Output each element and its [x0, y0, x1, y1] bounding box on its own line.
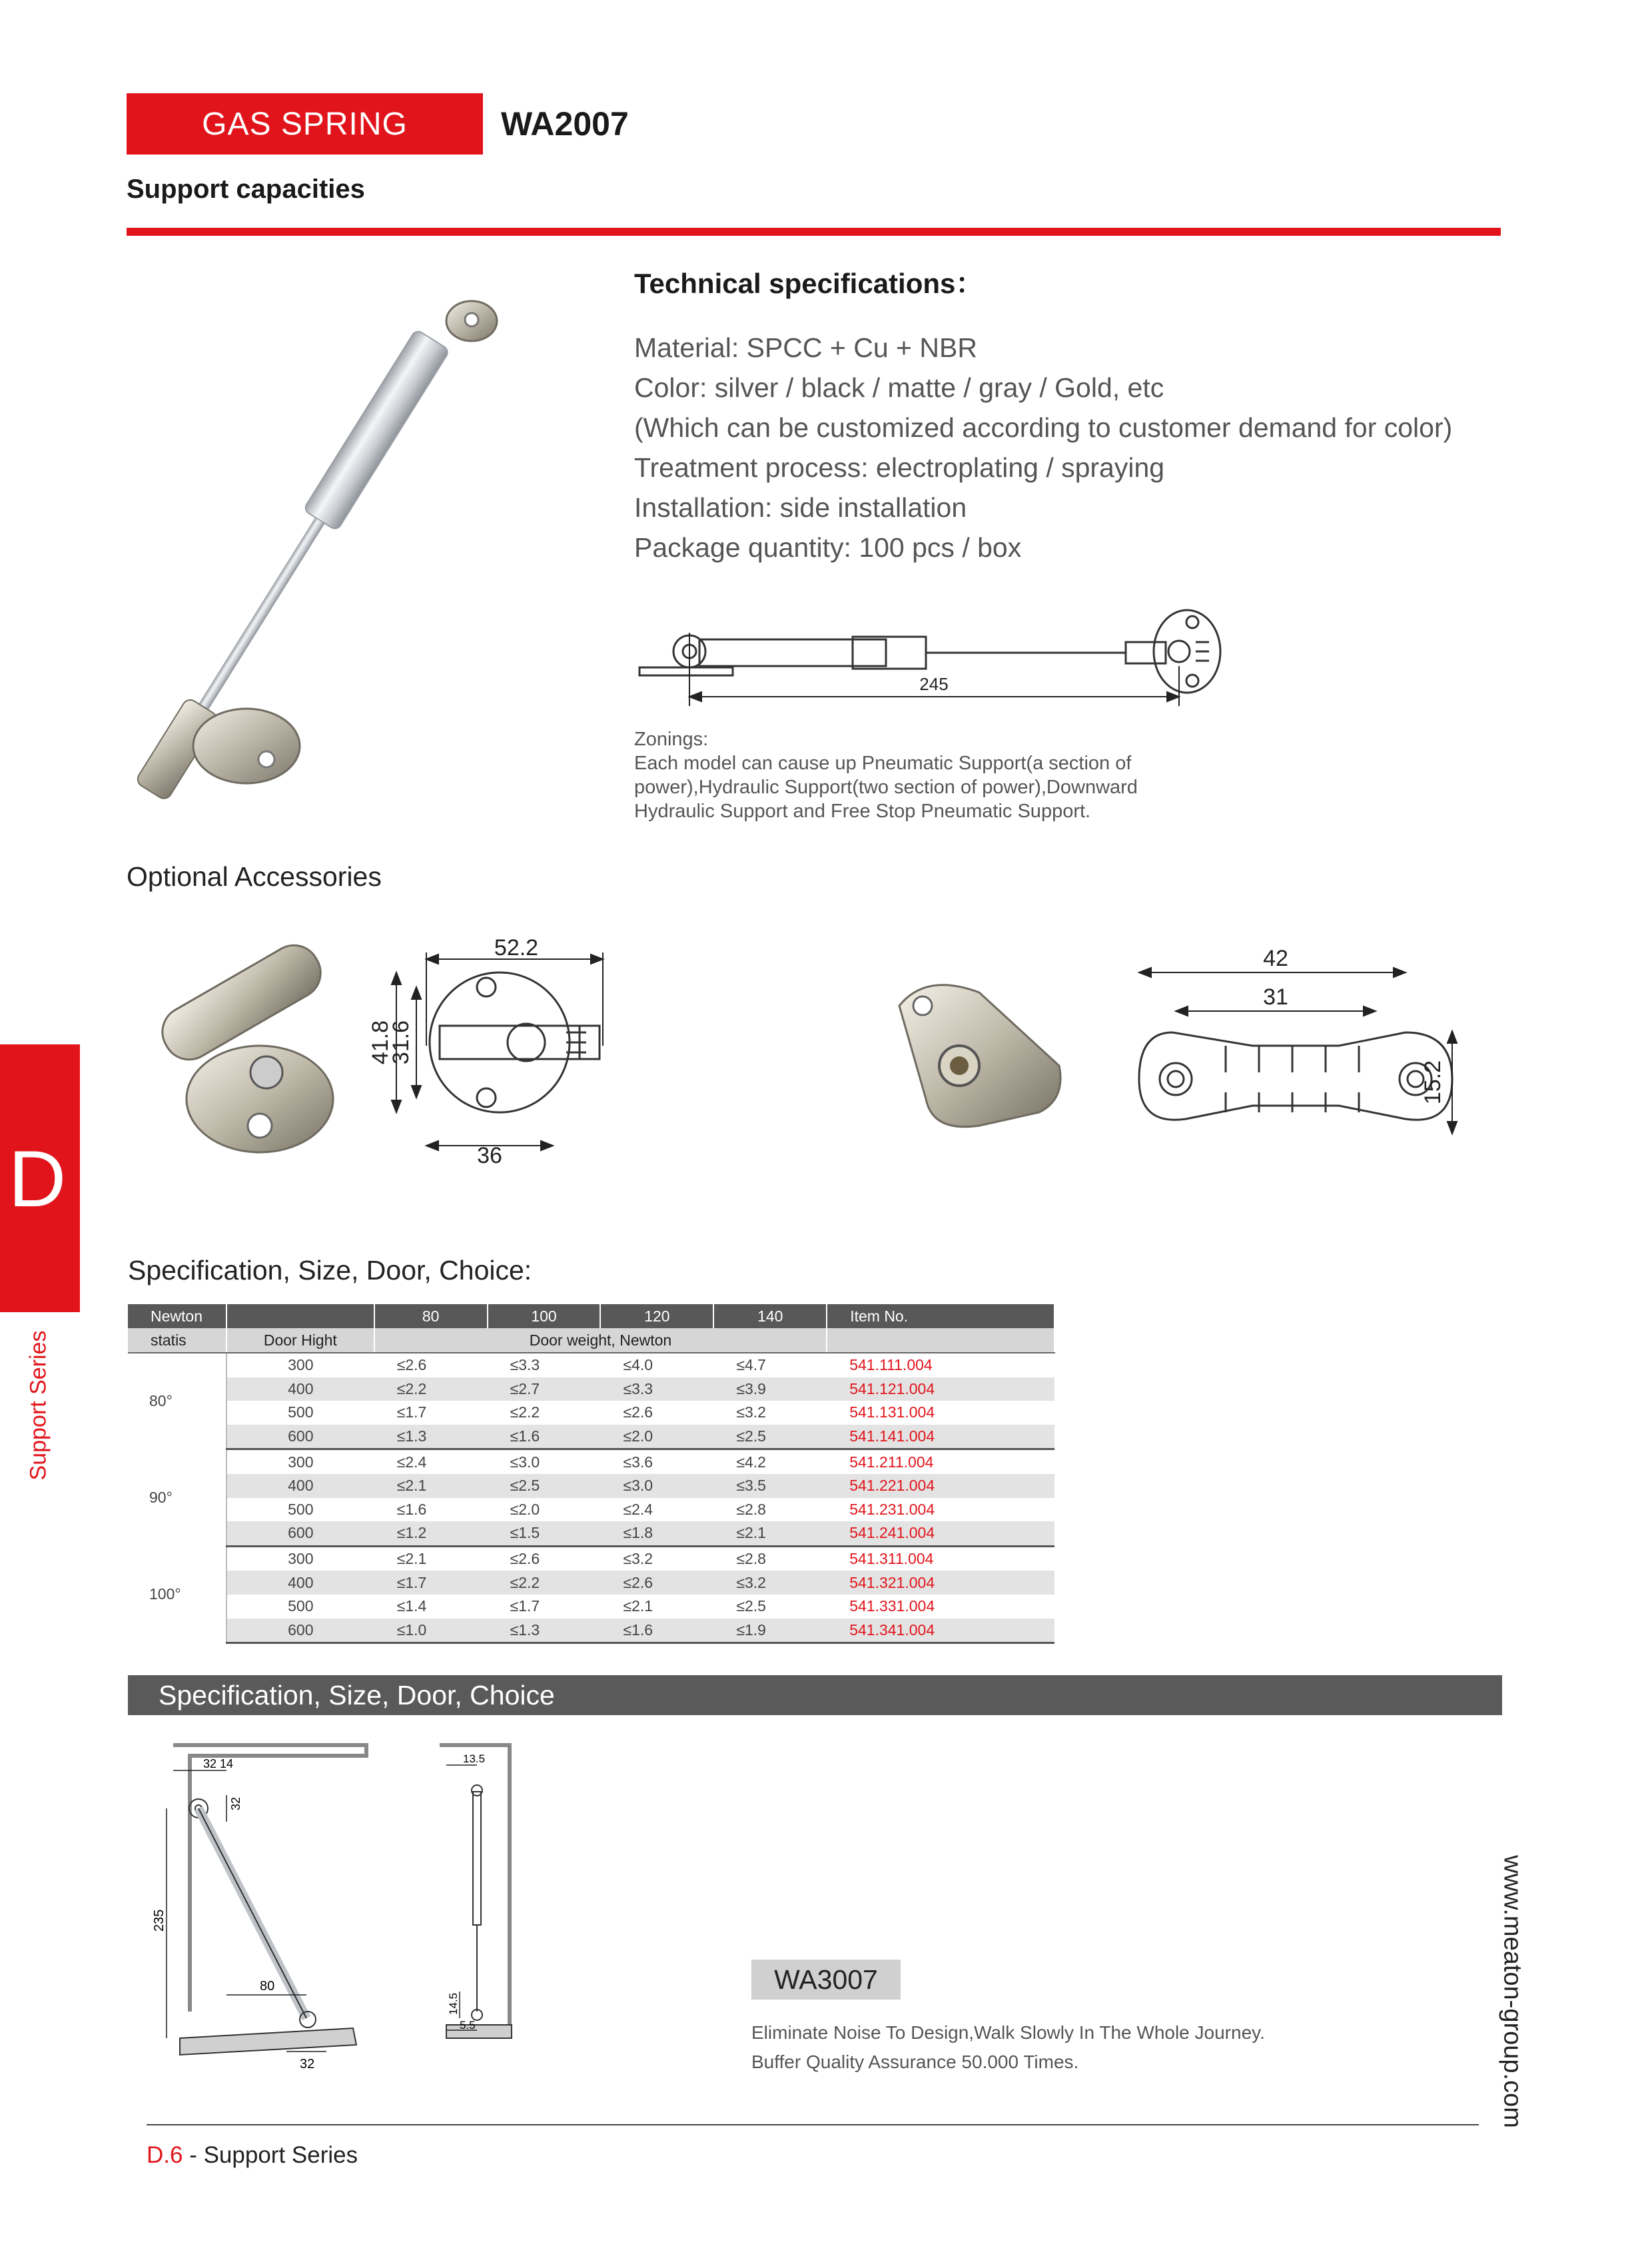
door-weight-cell: ≤4.7: [736, 1356, 766, 1374]
item-number-cell: 541.231.004: [849, 1500, 935, 1518]
category-banner: [127, 93, 483, 155]
door-weight-cell: ≤1.6: [488, 1425, 601, 1449]
table-row: [128, 1521, 1054, 1546]
angle-cell: 100°: [128, 1546, 226, 1643]
item-number-cell: 541.131.004: [849, 1403, 935, 1421]
table-row: [128, 1353, 1054, 1377]
acc1-bottom-dim: 36: [477, 1143, 502, 1168]
table-row: [128, 1474, 1054, 1498]
door-height-cell: 600: [226, 1425, 374, 1449]
spec-table-title: Specification, Size, Door, Choice:: [128, 1255, 532, 1286]
door-weight-cell: ≤2.7: [488, 1377, 601, 1401]
col-header: 100: [488, 1304, 601, 1328]
door-weight-cell: ≤3.3: [600, 1377, 713, 1401]
door-height-cell: 400: [226, 1377, 374, 1401]
door-weight-cell: ≤3.5: [713, 1474, 827, 1498]
diag1-dim-top-a: 32: [203, 1757, 217, 1770]
spec-table: [128, 1304, 1055, 1644]
door-weight-cell: ≤1.6: [396, 1500, 427, 1518]
footer-sep: -: [183, 2142, 204, 2168]
accessory-2-drawing: [1126, 946, 1479, 1146]
door-weight-cell: ≤2.0: [600, 1425, 713, 1449]
tech-spec-title-text: Technical specifications: [634, 268, 956, 299]
page-subtitle: Support capacities: [127, 175, 365, 204]
table-row: [128, 1425, 1054, 1449]
acc2-height-dim: 15.2: [1420, 1060, 1446, 1105]
spec-package: Package quantity: 100 pcs / box: [634, 532, 1022, 563]
section2-bar: Specification, Size, Door, Choice: [128, 1675, 1502, 1715]
table-row: [128, 1498, 1054, 1522]
col-header: 120: [600, 1304, 713, 1328]
door-weight-cell: ≤1.2: [374, 1521, 488, 1546]
footer-label: Support Series: [203, 2142, 358, 2168]
table-header-row: [128, 1304, 1054, 1328]
door-weight-cell: ≤1.9: [713, 1619, 827, 1643]
wa3007-line: Buffer Quality Assurance 50.000 Times.: [751, 2052, 1079, 2072]
accessory-2-image: [886, 966, 1086, 1152]
table-subheader-row: [128, 1328, 1054, 1353]
diag1-dim-horiz: 80: [260, 1979, 275, 1994]
door-height-cell: 400: [226, 1474, 374, 1498]
door-weight-cell: ≤2.1: [396, 1550, 427, 1568]
door-weight-cell: ≤3.2: [713, 1571, 827, 1595]
door-height-cell: 400: [226, 1571, 374, 1595]
col-header: Newton: [128, 1304, 226, 1328]
door-weight-cell: ≤3.2: [736, 1403, 766, 1421]
diag1-dim-top-b: 14: [220, 1757, 234, 1770]
door-height-cell: 600: [226, 1521, 374, 1546]
door-height-cell: 300: [288, 1453, 314, 1471]
spec-material: Material: SPCC + Cu + NBR: [634, 332, 977, 363]
table-row: [128, 1377, 1054, 1401]
door-weight-cell: ≤2.6: [396, 1356, 427, 1374]
table-row: [128, 1449, 1054, 1474]
col-header: 140: [713, 1304, 827, 1328]
door-weight-cell: ≤2.1: [374, 1474, 488, 1498]
table-row: [128, 1595, 1054, 1619]
spec-treatment: Treatment process: electroplating / spraying: [634, 452, 1165, 483]
col-subheader: [827, 1328, 1054, 1353]
door-weight-cell: ≤4.2: [736, 1453, 766, 1471]
item-number-cell: 541.311.004: [849, 1550, 934, 1568]
page-number: D.6: [147, 2142, 183, 2168]
door-weight-cell: ≤1.4: [396, 1597, 427, 1615]
col-header: [226, 1304, 374, 1328]
door-height-cell: 500: [288, 1500, 314, 1518]
acc2-outer-dim: 42: [1263, 946, 1288, 971]
table-row: [128, 1571, 1054, 1595]
item-number-cell: 541.211.004: [849, 1453, 934, 1471]
installation-diagram-vertical: [433, 1732, 526, 2045]
door-weight-cell: ≤3.9: [713, 1377, 827, 1401]
spec-color-note: (Which can be customized according to customer demand for color): [634, 412, 1453, 443]
table-row: [128, 1546, 1054, 1571]
category-label: GAS SPRING: [202, 106, 408, 142]
col-header: 80: [374, 1304, 488, 1328]
item-number-cell: 541.111.004: [849, 1356, 933, 1374]
door-weight-cell: ≤1.8: [600, 1521, 713, 1546]
acc1-height-dim: 41.8: [368, 1020, 393, 1065]
door-weight-cell: ≤2.1: [623, 1597, 653, 1615]
door-weight-cell: ≤4.0: [623, 1356, 653, 1374]
door-weight-cell: ≤3.6: [623, 1453, 653, 1471]
door-weight-cell: ≤2.1: [713, 1521, 827, 1546]
wa3007-line: Eliminate Noise To Design,Walk Slowly In The Whole Journey.: [751, 2022, 1265, 2043]
section-side-label: Support Series: [25, 1330, 51, 1481]
door-weight-cell: ≤1.3: [488, 1619, 601, 1643]
item-number-cell: 541.341.004: [827, 1619, 1054, 1643]
door-weight-cell: ≤2.5: [488, 1474, 601, 1498]
door-height-cell: 300: [288, 1550, 314, 1568]
door-weight-cell: ≤2.6: [600, 1571, 713, 1595]
drawing-length-dim: 245: [919, 674, 949, 694]
door-weight-cell: ≤2.4: [396, 1453, 427, 1471]
diag1-dim-side: 32: [229, 1796, 242, 1810]
door-weight-cell: ≤1.3: [374, 1425, 488, 1449]
door-weight-cell: ≤2.5: [713, 1425, 827, 1449]
diag2-dim-foot: 5.5: [460, 2019, 476, 2032]
page-footer: [147, 2142, 358, 2169]
item-number-cell: 541.331.004: [849, 1597, 935, 1615]
footer-divider: [147, 2124, 1479, 2125]
angle-cell: 80°: [128, 1353, 226, 1449]
item-number-cell: 541.241.004: [827, 1521, 1054, 1546]
item-number-cell: 541.221.004: [827, 1474, 1054, 1498]
tech-spec-title: [634, 262, 983, 302]
acc1-width-dim: 52.2: [494, 935, 539, 960]
gas-spring-technical-drawing: [633, 593, 1246, 713]
table-row: [128, 1401, 1054, 1425]
door-weight-cell: ≤1.5: [488, 1521, 601, 1546]
diag2-dim-top: 13.5: [463, 1752, 486, 1765]
zonings-line: Hydraulic Support and Free Stop Pneumatic Support.: [634, 801, 1091, 822]
item-number-cell: 541.121.004: [827, 1377, 1054, 1401]
wa3007-badge: WA3007: [751, 1960, 901, 2000]
door-height-cell: 600: [226, 1619, 374, 1643]
col-subheader: statis: [128, 1328, 226, 1353]
door-weight-cell: ≤1.7: [396, 1403, 427, 1421]
accessory-1-drawing: [368, 935, 633, 1168]
zonings-line: Each model can cause up Pneumatic Support(a section of: [634, 753, 1132, 774]
acc2-inner-dim: 31: [1263, 984, 1288, 1010]
angle-cell: 90°: [128, 1449, 226, 1546]
door-weight-cell: ≤3.3: [510, 1356, 540, 1374]
zonings-label: Zonings:: [634, 729, 709, 750]
accessory-1-image: [127, 966, 333, 1159]
door-weight-cell: ≤1.7: [374, 1571, 488, 1595]
col-subheader: Door Hight: [226, 1328, 374, 1353]
door-weight-cell: ≤2.8: [736, 1550, 766, 1568]
spec-color: Color: silver / black / matte / gray / Gold, etc: [634, 372, 1164, 403]
door-weight-cell: ≤3.2: [623, 1550, 653, 1568]
diag1-dim-bottom: 32: [300, 2057, 315, 2071]
acc1-hole-dim: 31.6: [388, 1020, 414, 1065]
installation-diagram-80: [153, 1732, 373, 2071]
door-height-cell: 300: [288, 1356, 314, 1374]
door-weight-cell: ≤2.5: [736, 1597, 766, 1615]
header-divider: [127, 228, 1501, 236]
door-weight-cell: ≤2.0: [510, 1500, 540, 1518]
col-subheader: Door weight, Newton: [374, 1328, 827, 1353]
door-weight-cell: ≤2.2: [374, 1377, 488, 1401]
spec-list: [634, 328, 1452, 567]
website-label: www.meaton-group.com: [1498, 1855, 1527, 2128]
door-weight-cell: ≤2.6: [623, 1403, 653, 1421]
col-header: Item No.: [827, 1304, 1054, 1328]
item-number-cell: 541.321.004: [827, 1571, 1054, 1595]
door-weight-cell: ≤2.6: [510, 1550, 540, 1568]
door-weight-cell: ≤3.0: [510, 1453, 540, 1471]
table-row: [128, 1619, 1054, 1643]
diag1-dim-height: 235: [152, 1909, 167, 1932]
zonings-line: power),Hydraulic Support(two section of power),Downward: [634, 777, 1138, 798]
door-weight-cell: ≤1.6: [600, 1619, 713, 1643]
diag2-dim-lower: 14.5: [447, 1992, 460, 2015]
spec-installation: Installation: side installation: [634, 492, 967, 523]
accessories-title: Optional Accessories: [127, 861, 382, 892]
door-weight-cell: ≤2.4: [623, 1500, 653, 1518]
door-weight-cell: ≤1.0: [374, 1619, 488, 1643]
door-height-cell: 500: [288, 1403, 314, 1421]
zonings-note: [634, 727, 1180, 823]
door-weight-cell: ≤2.2: [510, 1403, 540, 1421]
item-number-cell: 541.141.004: [827, 1425, 1054, 1449]
tech-spec-colon: ：: [955, 268, 984, 299]
section-letter: D: [8, 1134, 67, 1224]
door-height-cell: 500: [288, 1597, 314, 1615]
door-weight-cell: ≤3.0: [600, 1474, 713, 1498]
door-weight-cell: ≤2.8: [736, 1500, 766, 1518]
model-number: WA2007: [501, 105, 629, 143]
wa3007-description: [751, 2018, 1265, 2077]
gas-spring-product-image: [180, 280, 526, 813]
door-weight-cell: ≤1.7: [510, 1597, 540, 1615]
door-weight-cell: ≤2.2: [488, 1571, 601, 1595]
